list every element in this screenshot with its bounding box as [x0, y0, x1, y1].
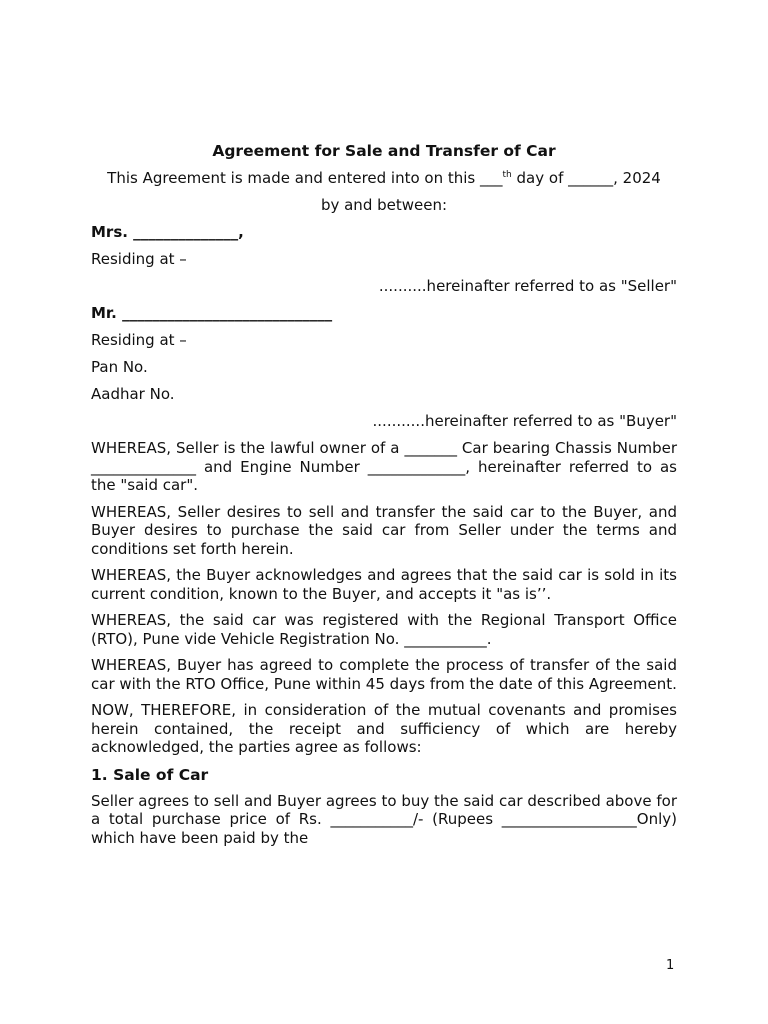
seller-reference: ..........hereinafter referred to as "Seller" — [378, 277, 677, 295]
document-page — [91, 141, 677, 855]
seller-name: Mrs. ______________, — [91, 223, 244, 241]
intro-text-end: day of ______, 2024 — [511, 169, 661, 187]
whereas-clause-5: WHEREAS, Buyer has agreed to complete the process of transfer of the said car with the RTO Office, Pune within 45 days from the date of this Agreement. — [91, 656, 677, 693]
whereas-clause-4: WHEREAS, the said car was registered with the Regional Transport Office (RTO), Pune vide Vehicle Registration No. ___________. — [91, 611, 677, 648]
buyer-name: Mr. ____________________________ — [91, 304, 333, 322]
buyer-reference: ...........hereinafter referred to as "Buyer" — [372, 412, 677, 430]
section-1-text: Seller agrees to sell and Buyer agrees to buy the said car described above for a total purchase price of Rs. ___________/- (Rupees __________________Only) which have been paid by the — [91, 791, 677, 847]
whereas-clause-3: WHEREAS, the Buyer acknowledges and agrees that the said car is sold in its current condition, known to the Buyer, and accepts it "as is’’. — [91, 566, 677, 603]
document-title: Agreement for Sale and Transfer of Car — [212, 142, 556, 160]
intro-line — [91, 169, 677, 188]
buyer-residing: Residing at – — [91, 331, 187, 349]
section-1-heading: 1. Sale of Car — [91, 765, 209, 784]
intro-text: This Agreement is made and entered into on this ___ — [107, 169, 503, 187]
seller-residing: Residing at – — [91, 250, 187, 268]
whereas-clause-2: WHEREAS, Seller desires to sell and transfer the said car to the Buyer, and Buyer desires to purchase the said car from Seller under the terms and conditions set forth herein. — [91, 502, 677, 558]
now-therefore-clause: NOW, THEREFORE, in consideration of the mutual covenants and promises herein contained, the receipt and sufficiency of which are hereby acknowledged, the parties agree as follows: — [91, 701, 677, 756]
between-line: by and between: — [320, 196, 448, 214]
page-number: 1 — [666, 958, 675, 973]
buyer-pan: Pan No. — [91, 358, 148, 376]
intro-superscript: th — [502, 170, 512, 180]
whereas-clause-1: WHEREAS, Seller is the lawful owner of a _______ Car bearing Chassis Number ______________ and Engine Number _____________, hereinafter referred to as the "said car". — [91, 439, 677, 494]
buyer-aadhar: Aadhar No. — [91, 385, 175, 403]
